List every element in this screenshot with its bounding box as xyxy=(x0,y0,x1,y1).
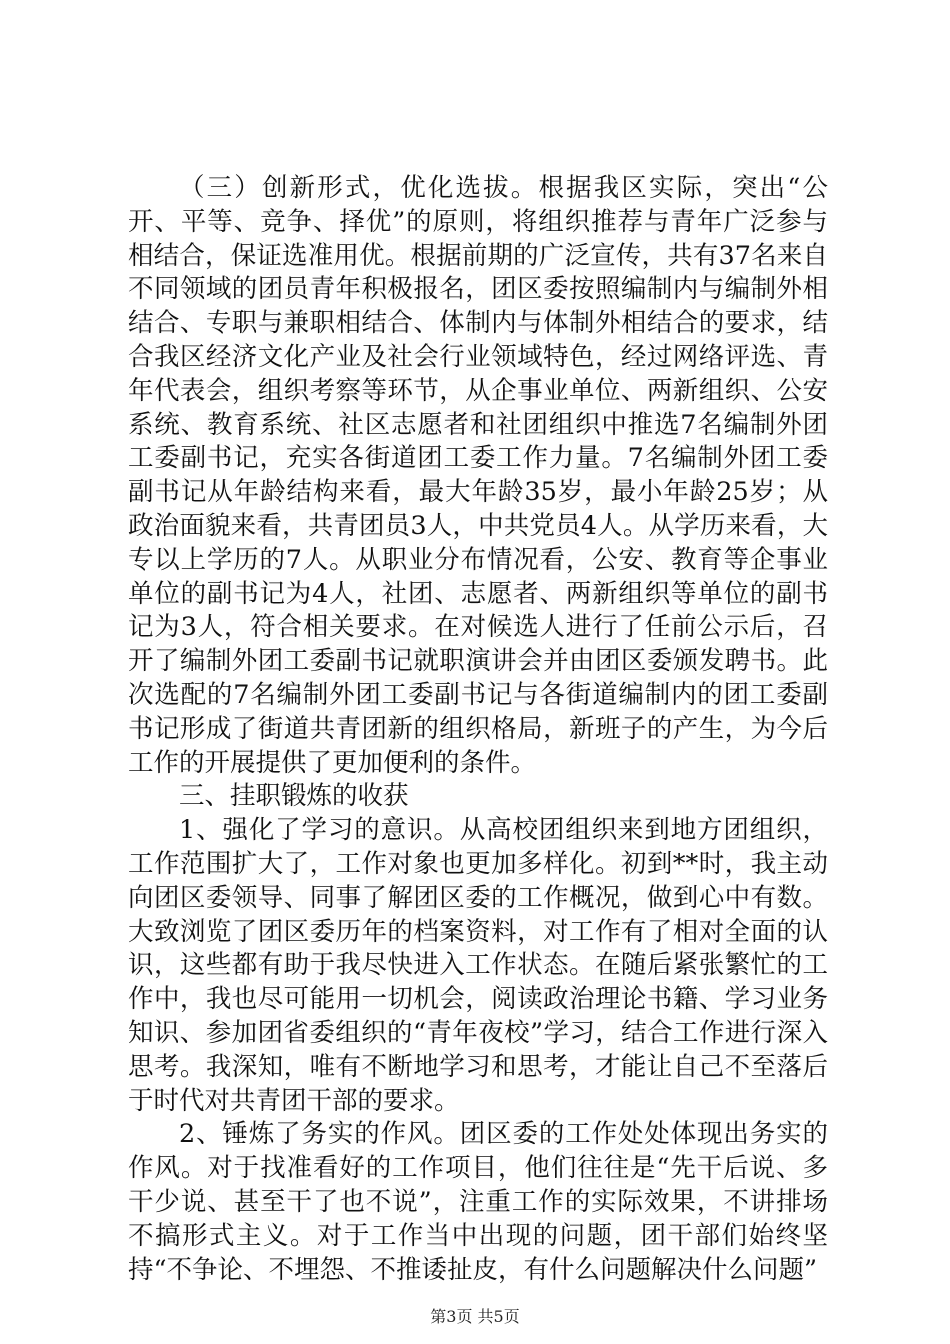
paragraph-innovation: （三）创新形式，优化选拔。根据我区实际，突出“公开、平等、竞争、择优”的原则，将组织推荐与青年广泛参与相结合，保证选准用优。根据前期的广泛宣传，共有37名来自不同领域的团员青年积极报名，团区委按照编制内与编制外相结合、专职与兼职相结合、体制内与体制外相结合的要求，结合我区经济文化产业及社会行业领域特色，经过网络评选、青年代表会，组织考察等环节，从企事业单位、两新组织、公安系统、教育系统、社区志愿者和社团组织中推选7名编制外团工委副书记，充实各街道团工委工作力量。7名编制外团工委副书记从年龄结构来看，最大年龄35岁，最小年龄25岁；从政治面貌来看，共青团员3人，中共党员4人。从学历来看，大专以上学历的7人。从职业分布情况看，公安、教育等企事业单位的副书记为4人，社团、志愿者、两新组织等单位的副书记为3人，符合相关要求。在对候选人进行了任前公示后，召开了编制外团工委副书记就职演讲会并由团区委颁发聘书。此次选配的7名编制外团工委副书记与各街道编制内的团工委副书记形成了街道共青团新的组织格局，新班子的产生，为今后工作的开展提供了更加便利的条件。 xyxy=(128,173,828,778)
page-footer: 第3页 共5页 xyxy=(430,1307,520,1326)
document-body xyxy=(128,172,828,1287)
section-heading-gains: 三、挂职锻炼的收获 xyxy=(179,781,409,812)
paragraph-learning: 1、强化了学习的意识。从高校团组织来到地方团组织，工作范围扩大了，工作对象也更加多样化。初到**时，我主动向团区委领导、同事了解团区委的工作概况，做到心中有数。大致浏览了团区委历年的档案资料，对工作有了相对全面的认识，这些都有助于我尽快进入工作状态。在随后紧张繁忙的工作中，我也尽可能用一切机会，阅读政治理论书籍、学习业务知识、参加团省委组织的“青年夜校”学习，结合工作进行深入思考。我深知，唯有不断地学习和思考，才能让自己不至落后于时代对共青团干部的要求。 xyxy=(128,815,828,1116)
paragraph-work-style: 2、锤炼了务实的作风。团区委的工作处处体现出务实的作风。对于找准看好的工作项目，他们往往是“先干后说、多干少说、甚至干了也不说”，注重工作的实际效果，不讲排场不搞形式主义。对于工作当中出现的问题，团干部们始终坚持“不争论、不埋怨、不推诿扯皮，有什么问题解决什么问题” xyxy=(128,1119,828,1285)
